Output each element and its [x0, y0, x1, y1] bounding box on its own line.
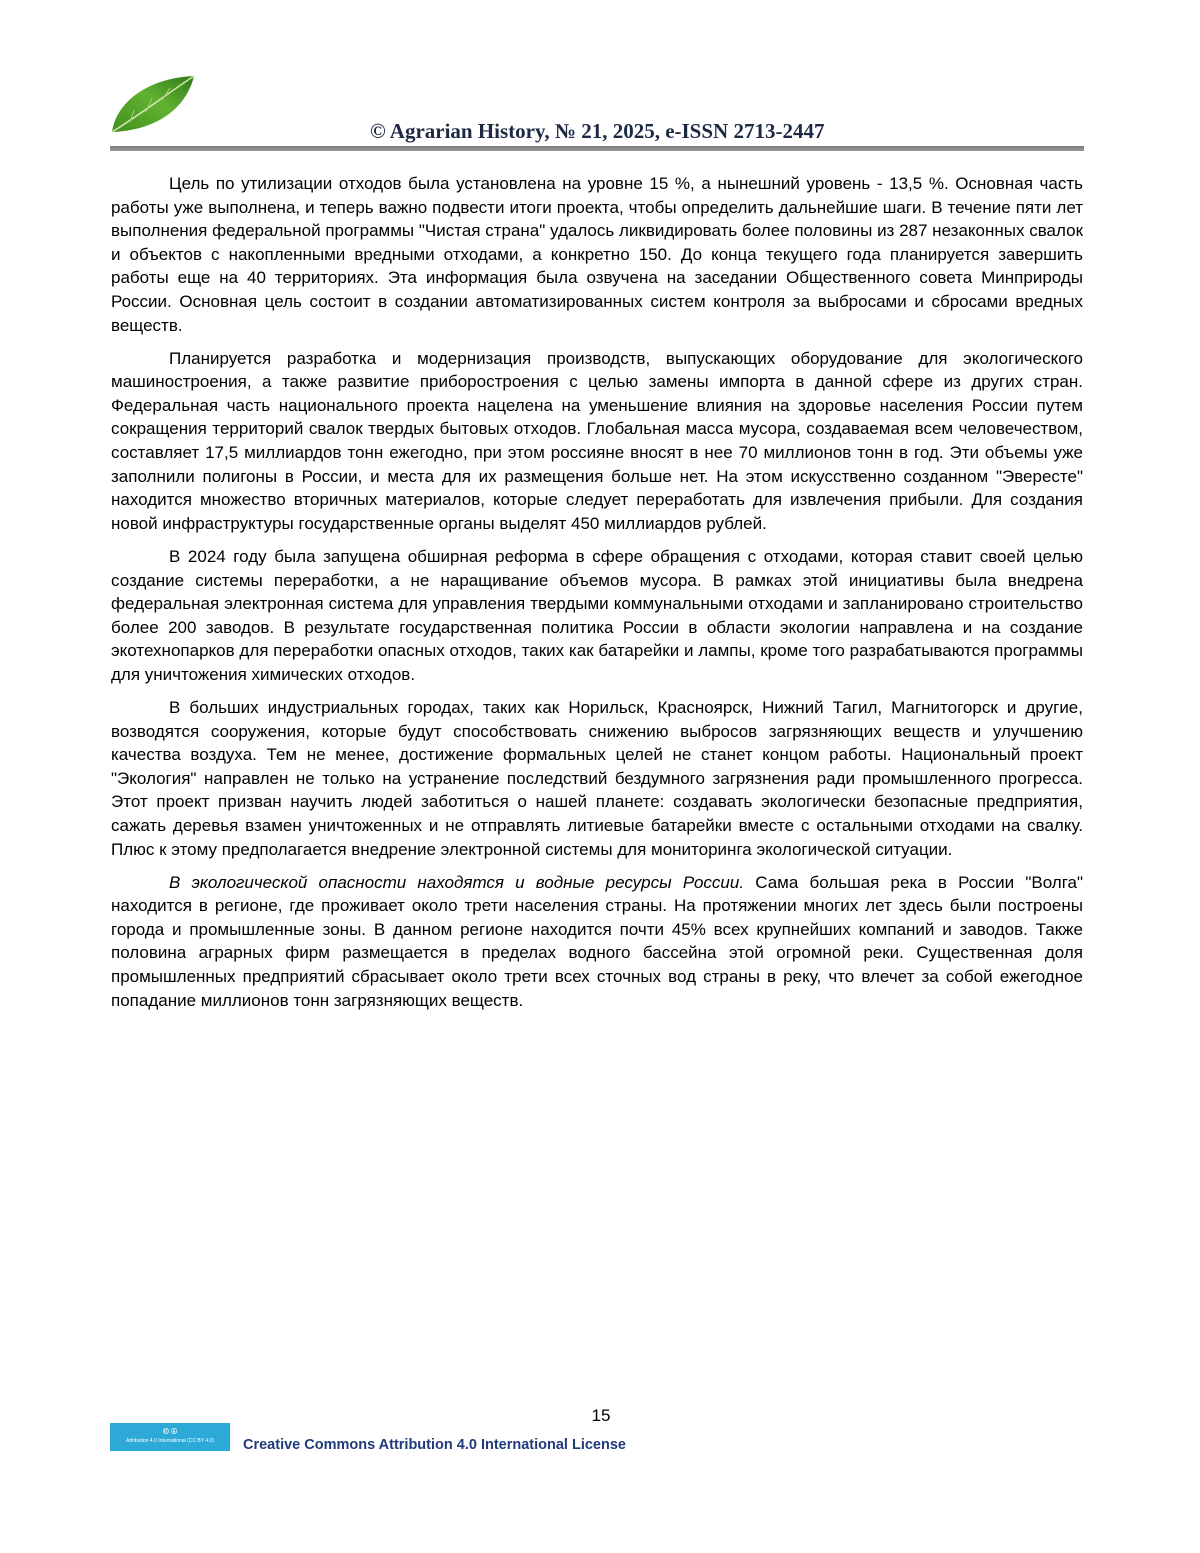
paragraph-5-italic: В экологической опасности находятся и водные ресурсы России.: [169, 872, 745, 892]
cc-license-badge[interactable]: [110, 1423, 230, 1451]
cc-by-icon: 🅭 🅯: [163, 1426, 177, 1436]
article-body: [111, 172, 1083, 1022]
page-number: 15: [591, 1406, 611, 1425]
header-divider: [110, 146, 1084, 151]
green-leaf-icon: [108, 72, 200, 138]
journal-header: © Agrarian History, № 21, 2025, e-ISSN 2713-2447: [370, 119, 825, 143]
paragraph-3: В 2024 году была запущена обширная реформа в сфере обращения с отходами, которая ставит своей целью создание системы переработки, а не наращивание объемов мусора. В рамках этой инициативы была внедрена федеральная электронная система для управления твердыми коммунальными отходами и запланировано строительство более 200 заводов. В результате государственная политика России в области экологии направлена и на создание экотехнопарков для переработки опасных отходов, таких как батарейки и лампы, кроме того разрабатываются программы для уничтожения химических отходов.: [111, 546, 1083, 684]
paragraph-1: Цель по утилизации отходов была установлена на уровне 15 %, а нынешний уровень - 13,5 %. Основная часть работы уже выполнена, и теперь важно подвести итоги проекта, чтобы определить дальнейшие шаги. В течение пяти лет выполнения федеральной программы "Чистая страна" удалось ликвидировать более половины из 287 незаконных свалок и объектов с накопленными вредными отходами, а конкретно 150. До конца текущего года планируется завершить работы еще на 40 территориях. Эта информация была озвучена на заседании Общественного совета Минприроды России. Основная цель состоит в создании автоматизированных систем контроля за выбросами и сбросами вредных веществ.: [111, 174, 1083, 335]
paragraph-2: Планируется разработка и модернизация производств, выпускающих оборудование для экологического машиностроения, а также развитие приборостроения с целью замены импорта в данной сфере из других стран. Федеральная часть национального проекта нацелена на уменьшение влияния на здоровье населения России путем сокращения территорий свалок твердых бытовых отходов. Глобальная масса мусора, создаваемая всем человечеством, составляет 17,5 миллиардов тонн ежегодно, при этом россияне вносят в нее 70 миллионов тонн в год. Эти объемы уже заполнили полигоны в России, и места для их размещения больше нет. На этом искусственно созданном "Эвересте" находится множество вторичных материалов, которые следует переработать для извлечения прибыли. Для создания новой инфраструктуры государственные органы выделят 450 миллиардов рублей.: [111, 348, 1083, 533]
paragraph-5: [111, 871, 1083, 1013]
paragraph-5-text: Сама большая река в России "Волга" находится в регионе, где проживает около трети населения страны. На протяжении многих лет здесь были построены города и промышленные зоны. В данном регионе находится почти 45% всех крупнейших компаний и заводов. Также половина аграрных фирм размещается в пределах водного бассейна этой огромной реки. Существенная доля промышленных предприятий сбрасывает около трети всех сточных вод страны в реку, что влечет за собой ежегодное попадание миллионов тонн загрязняющих веществ.: [111, 872, 1084, 1010]
license-link[interactable]: Creative Commons Attribution 4.0 International License: [243, 1437, 626, 1453]
cc-badge-text: Attribution 4.0 International (CC BY 4.0): [125, 1438, 214, 1444]
paragraph-4: В больших индустриальных городах, таких как Норильск, Красноярск, Нижний Тагил, Магнитогорск и другие, возводятся сооружения, которые будут способствовать снижению выбросов загрязняющих веществ и улучшению качества воздуха. Тем не менее, достижение формальных целей не станет концом работы. Национальный проект "Экология" направлен не только на устранение последствий бездумного загрязнения ради промышленного прогресса. Этот проект призван научить людей заботиться о нашей планете: создавать экологически безопасные предприятия, сажать деревья взамен уничтоженных и не отправлять литиевые батарейки вместе с остальными отходами на свалку. Плюс к этому предполагается внедрение электронной системы для мониторинга экологической ситуации.: [111, 697, 1083, 859]
